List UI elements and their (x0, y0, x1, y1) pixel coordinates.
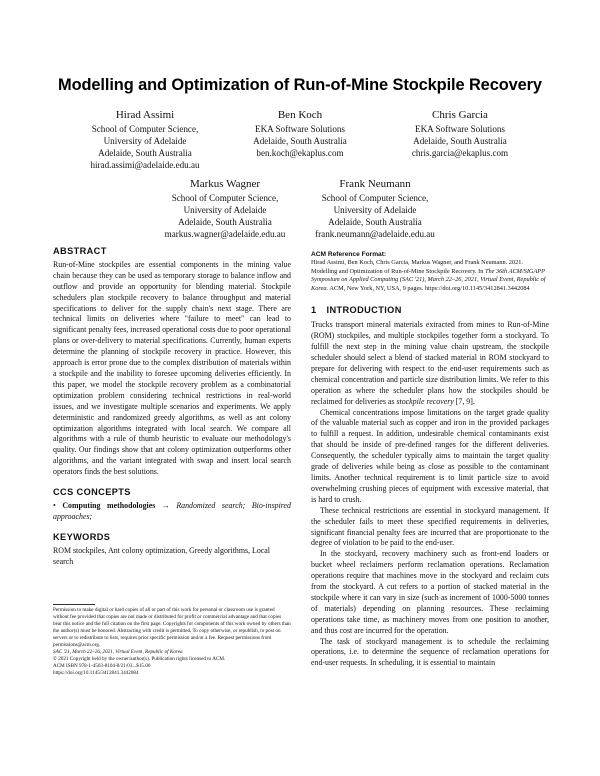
author-name: Frank Neumann (339, 178, 411, 190)
paper-title: Modelling and Optimization of Run-of-Mine Stockpile Recovery (58, 76, 542, 94)
author-email[interactable]: frank.neumann@adelaide.edu.au (315, 229, 435, 240)
author-email[interactable]: markus.wagner@adelaide.edu.au (164, 229, 286, 240)
author-block (380, 108, 540, 159)
author-affiliation: EKA Software Solutions (415, 124, 505, 134)
author-affiliation: School of Computer Science, (171, 193, 279, 203)
reference-authors: Hirad Assimi, Ben Koch, Chris Garcia, Markus Wagner, and Frank Neumann. 2021. Modelling and Optimization of Run-of-Mine Stockpile Recovery. In (311, 259, 523, 275)
paragraph-text: Trucks transport mineral materials extracted from mines to Run-of-Mine (ROM) stockpiles, and multiple stockpiles together form a stockyard. To fulfill the next step in the mining value chain upstream, the stockpile scheduler should select a blend of stacked material in ROM stockyard to prepare for delivering with respect to the end-user requirements such as chemical concentration and particle size distribution limits. We refer to this operation as where the scheduler plans how the stockpiles should be reclaimed for deliveries as (311, 320, 549, 406)
doi-link[interactable]: https://doi.org/10.1145/3412841.3442084 (53, 670, 139, 677)
paragraph: In the stockyard, recovery machinery such as front-end loaders or bucket wheel reclaimers perform reclamation operations. Reclamation operations require that machines move in the stockyard and reclaim cuts from the stockyard. A cut refers to a portion of stacked material in the stockpile where it can vary in size (such as increment of 1000-5000 tonnes of materials) depending on planning resources. These reclaiming operations take time, as machinery moves from one position to another, and thus cost are incurred for the operation. (311, 549, 549, 635)
author-block (60, 108, 230, 171)
author-name: Hirad Assimi (115, 109, 175, 121)
author-affiliation: University of Adelaide (103, 136, 187, 147)
author-affiliation: School of Computer Science, (321, 193, 429, 203)
ccs-category: Computing methodologies (62, 500, 156, 510)
author-email[interactable]: ben.koch@ekaplus.com (256, 148, 344, 159)
footnote-rule (53, 604, 95, 605)
reference-publisher: ACM, New York, NY, USA, 9 pages. https://doi.org/10.1145/3412841.3442084 (328, 284, 530, 292)
author-name: Ben Koch (277, 109, 323, 121)
paragraph: These technical restrictions are essential in stockyard management. If the scheduler fails to meet these specified requirements in deliveries, significant financial penalty fees are incurred that are proportionate to the degree of violation to be paid to the end-user. (311, 505, 549, 548)
author-location: Adelaide, South Australia (413, 136, 507, 147)
section-heading-introduction (311, 305, 549, 316)
author-affiliation: University of Adelaide (183, 205, 267, 216)
paragraph: Chemical concentrations impose limitations on the target grade quality of the valuable material such as copper and iron in the provided packages to fulfill a request. In addition, undesirable chemical contaminants exist that should be inside of pre-defined ranges for the different deliveries. Consequently, the scheduler typically aims to maintain the target quality grade of deliveries while being as close as possible to the contaminant limits. Another technical requirement is to limit particle size to avoid overwhelming crushing pieces of equipment with excessive material, that is hard to crush. (311, 407, 549, 504)
keywords-text: ROM stockpiles, Ant colony optimization, Greedy algorithms, Local search (53, 545, 270, 566)
venue-line: SAC '21, March 22–26, 2021, Virtual Event, Republic of Korea (53, 649, 183, 656)
author-affiliation: School of Computer Science, (91, 124, 199, 134)
author-email[interactable]: hirad.assimi@adelaide.edu.au (90, 160, 200, 171)
citation-text: [7, 9]. (453, 396, 475, 406)
reference-format-heading: ACM Reference Format: (311, 251, 387, 258)
reference-venue: The 36th ACM/SIGAPP Symposium on Applied Computing (SAC '21), March 22–26, 2021, Virtual Event, Republic of Korea. (311, 267, 546, 292)
author-email[interactable]: chris.garcia@ekaplus.com (411, 148, 509, 159)
paragraph: The task of stockyard management is to schedule the reclaiming operations, i.e. to determine the sequence of reclamation operations for end-user requests. In scheduling, it is essential to maintain (311, 636, 549, 668)
arrow-icon: → (161, 500, 170, 510)
ccs-subconcepts: Randomized search; Bio-inspired approaches; (53, 500, 291, 521)
author-block (140, 177, 310, 240)
abstract-heading: ABSTRACT (53, 246, 107, 256)
section-number: 1 (311, 305, 317, 316)
author-block (290, 177, 460, 240)
ccs-bullet: • (53, 500, 56, 510)
paragraph (311, 320, 549, 407)
author-name: Markus Wagner (189, 178, 261, 190)
keywords-heading: KEYWORDS (53, 531, 111, 542)
author-name: Chris Garcia (432, 109, 488, 121)
permission-notice: Permission to make digital or hard copies of all or part of this work for personal or classroom use is granted without fee provided that copies are not made or distributed for profit or commercial advantage and that copies bear this notice and the full citation on the first page. Copyrights for components of this work owned by others than the author(s) must be honored. Abstracting with credit is permitted. To copy otherwise, or republish, to post on servers or to redistribute to lists, requires prior specific permission and/or a fee. Request permissions from permissions@acm.org. (53, 607, 291, 649)
isbn-line: ACM ISBN 978-1-4503-8104-8/21/03...$15.00 (53, 663, 151, 670)
ccs-concepts (53, 501, 291, 523)
abstract-text: Run-of-Mine stockpiles are essential components in the mining value chain because they can be used as temporary storage to balance inflow and outflow and provide an opportunity for blending material. Stockpile schedulers plan stockpile recovery to balance throughput and material specifications to deliver for the supply chain's next stage. There are technical limits on deliveries where "failure to meet" can lead to significant penalty fees, increased operational costs due to poor operational plans or over-delivery to material specifications. Currently, human experts determine the planning of stockpile recovery in practice. However, this approach is error prone due to the complex distribution of materials within a stockpile and the inability to foresee upcoming deliveries efficiently. In this paper, we model the stockpile recovery problem as a combinatorial optimization problem considering technical restrictions in real-world issues, and we investigate multiple scenarios and experiments. We apply deterministic and randomized greedy algorithms, as well as ant colony optimization algorithms integrated with local search. We compare all algorithms with a rule of thumb heuristic to evaluate our methodology's quality. Our findings show that ant colony optimization outperforms other algorithms, and the variant integrated with swap and insert local search operators finds the best solutions. (53, 259, 291, 477)
author-location: Adelaide, South Australia (253, 136, 347, 147)
copyright-line: © 2021 Copyright held by the owner/author(s). Publication rights licensed to ACM. (53, 656, 226, 663)
author-location: Adelaide, South Australia (178, 217, 272, 228)
reference-format-text (311, 259, 549, 293)
ccs-heading: CCS CONCEPTS (53, 487, 131, 498)
author-location: Adelaide, South Australia (98, 148, 192, 159)
right-column (311, 250, 549, 669)
left-column (53, 246, 291, 567)
emphasis-text: stockpile recovery (396, 396, 454, 406)
author-affiliation: University of Adelaide (333, 205, 417, 216)
author-location: Adelaide, South Australia (328, 217, 422, 228)
section-title: INTRODUCTION (326, 305, 402, 316)
author-affiliation: EKA Software Solutions (255, 124, 345, 134)
author-block (220, 108, 380, 159)
copyright-footnote (53, 604, 291, 677)
